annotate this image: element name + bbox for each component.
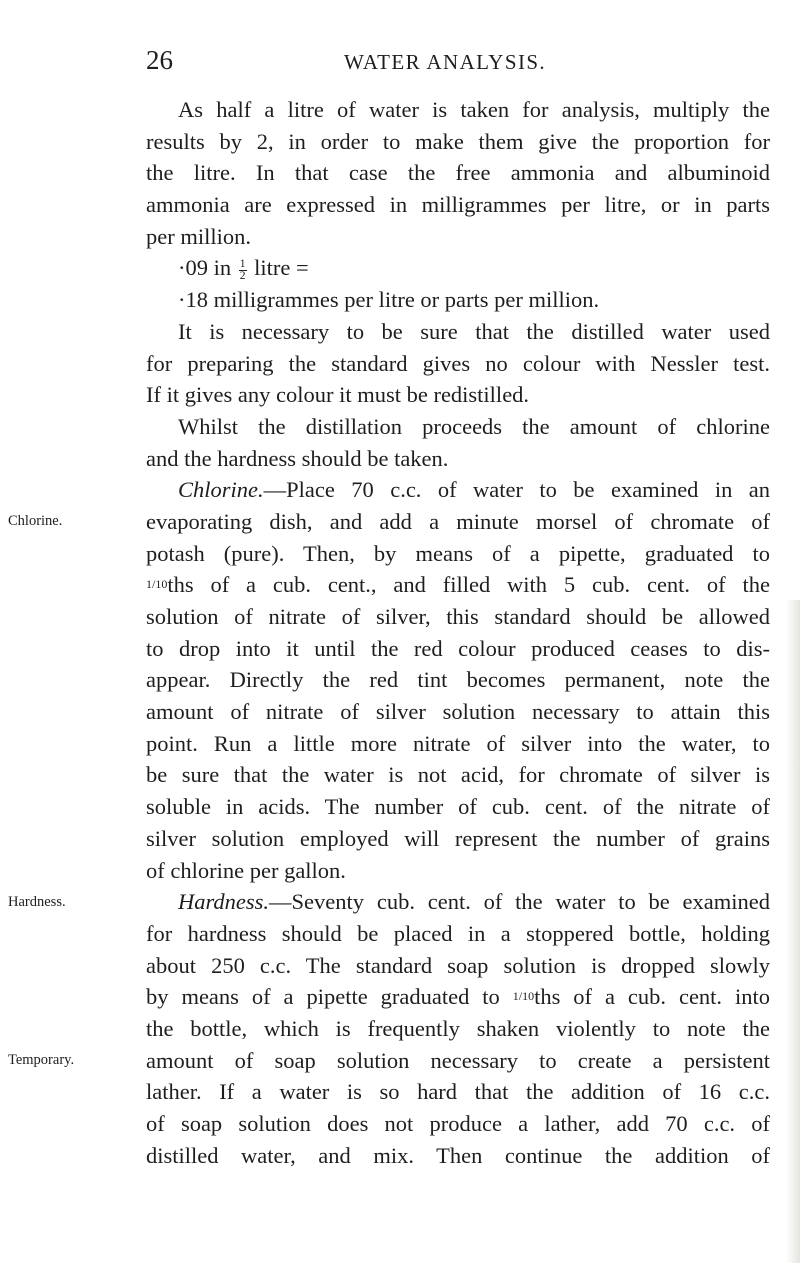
page-number: 26 xyxy=(146,45,173,75)
text-fragment: by means of a pipette graduated to xyxy=(146,984,500,1010)
fraction-tenth: 1/10 xyxy=(146,577,168,592)
text-line xyxy=(146,886,770,918)
text-line: for preparing the standard gives no colour with Nessler test. xyxy=(146,350,770,376)
text-line: appear. Directly the red tint becomes permanent, note the xyxy=(146,667,770,693)
section-heading-chlorine: Chlorine. xyxy=(178,477,264,503)
running-title: WATER ANALYSIS. xyxy=(344,50,547,74)
text-line: ammonia are expressed in milligrammes per litre, or in parts xyxy=(146,192,770,218)
margin-note-chlorine: Chlorine. xyxy=(8,513,63,529)
text-line xyxy=(146,981,770,1013)
text-line: of soap solution does not produce a lather, add 70 c.c. of xyxy=(146,1111,770,1136)
text-fragment: —Place 70 c.c. of water to be examined in an xyxy=(263,477,770,503)
formula-line xyxy=(146,252,770,284)
text-line: be sure that the water is not acid, for chromate of silver is xyxy=(146,762,770,788)
text-line: soluble in acids. The number of cub. cent. of the nitrate of xyxy=(146,794,770,820)
fraction xyxy=(239,259,247,282)
text-line: Whilst the distillation proceeds the amount of chlorine xyxy=(178,413,770,439)
text-line: to drop into it until the red colour produced ceases to dis- xyxy=(146,635,770,661)
formula-result-line: ·18 milligrammes per litre or parts per million. xyxy=(178,287,600,313)
formula-text: litre = xyxy=(254,255,309,281)
text-line: and the hardness should be taken. xyxy=(146,445,449,471)
text-line: amount of nitrate of silver solution necessary to attain this xyxy=(146,699,770,725)
text-fragment: ths of a cub. cent., and filled with 5 cub. cent. of the xyxy=(167,572,770,598)
text-line: potash (pure). Then, by means of a pipette, graduated to xyxy=(146,540,770,566)
text-line: If it gives any colour it must be redistilled. xyxy=(146,382,530,408)
fraction-numerator: 1 xyxy=(239,257,246,270)
text-line: distilled water, and mix. Then continue the addition of xyxy=(146,1142,770,1168)
text-line: the litre. In that case the free ammonia and albuminoid xyxy=(146,160,770,186)
text-line: solution of nitrate of silver, this standard should be allowed xyxy=(146,604,770,629)
text-line: As half a litre of water is taken for analysis, multiply the xyxy=(178,97,770,122)
page-body xyxy=(146,94,770,1171)
text-fragment: ths of a cub. cent. into xyxy=(534,984,771,1010)
text-line: of chlorine per gallon. xyxy=(146,857,346,883)
text-line: results by 2, in order to make them give the proportion for xyxy=(146,128,770,154)
section-heading-hardness: Hardness. xyxy=(178,889,270,915)
text-line: amount of soap solution necessary to create a persistent xyxy=(146,1047,770,1073)
margin-note-temporary: Temporary. xyxy=(8,1052,75,1068)
margin-note-hardness: Hardness. xyxy=(8,894,66,910)
text-fragment: —Seventy cub. cent. of the water to be examined xyxy=(269,889,770,915)
text-line: It is necessary to be sure that the distilled water used xyxy=(178,318,770,344)
text-line: about 250 c.c. The standard soap solution is dropped slowly xyxy=(146,952,770,978)
page-header xyxy=(0,44,800,80)
text-line: silver solution employed will represent the number of grains xyxy=(146,825,770,851)
text-line: evaporating dish, and add a minute morsel of chromate of xyxy=(146,508,770,534)
fraction-tenth: 1/10 xyxy=(512,989,535,1004)
text-line: per million. xyxy=(146,223,251,249)
text-line: point. Run a little more nitrate of silver into the water, to xyxy=(146,730,770,756)
text-line: the bottle, which is frequently shaken violently to note the xyxy=(146,1015,770,1041)
text-line xyxy=(146,569,770,601)
page-edge-shadow xyxy=(786,600,800,1263)
text-line xyxy=(146,474,770,506)
text-line: for hardness should be placed in a stoppered bottle, holding xyxy=(146,920,770,946)
formula-text: ·09 in xyxy=(178,255,232,281)
text-line: lather. If a water is so hard that the addition of 16 c.c. xyxy=(146,1079,770,1105)
fraction-denominator: 2 xyxy=(239,269,246,282)
